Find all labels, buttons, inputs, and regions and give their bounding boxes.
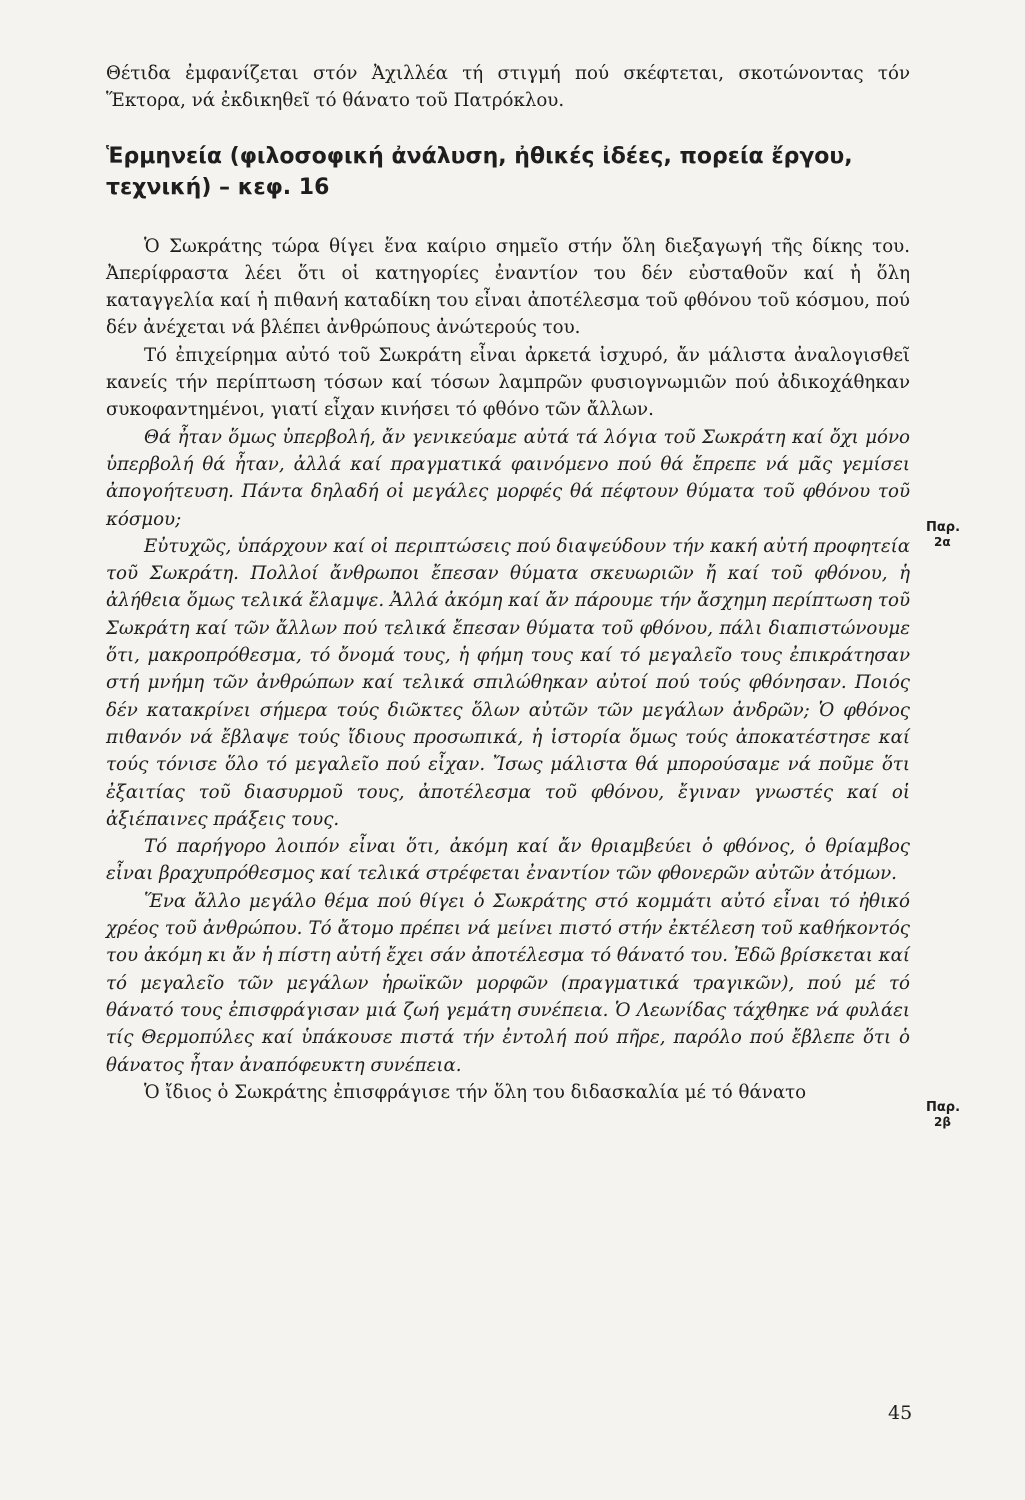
paragraph-1: Ὁ Σωκράτης τώρα θίγει ἕνα καίριο σημεῖο στήν ὅλη διεξαγωγή τῆς δίκης του. Ἀπερίφραστα λέει ὅτι οἱ κατηγορίες ἐναντίον του δέν εὐσταθοῦν καί ἡ ὅλη καταγγελία καί ἡ πιθανή καταδίκη του εἶναι ἀποτέλεσμα τοῦ φθόνου τοῦ κόσμου, πού δέν ἀνέχεται νά βλέπει ἀνθρώπους ἀνώτερούς του. bbox=[106, 235, 910, 339]
margin-note-2b bbox=[926, 1100, 986, 1130]
paragraph-7: Ὁ ἴδιος ὁ Σωκράτης ἐπισφράγισε τήν ὅλη του διδασκαλία μέ τό θάνατο bbox=[144, 1081, 807, 1103]
body-text bbox=[106, 60, 910, 1106]
margin-note-number: 2β bbox=[934, 1115, 951, 1129]
page-number: 45 bbox=[888, 1402, 913, 1424]
paragraph-3: Θά ἦταν ὅμως ὑπερβολή, ἄν γενικεύαμε αὐτά τά λόγια τοῦ Σωκράτη καί ὄχι μόνο ὑπερβολή θά ἦταν, ἀλλά καί πραγματικά φαινόμενο πού θά ἔπρεπε νά μᾶς γεμίσει ἀπογοήτευση. Πάντα δηλαδή οἱ μεγάλες μορφές θά πέφτουν θύματα τοῦ φθόνου τοῦ κόσμου; bbox=[106, 426, 910, 530]
paragraph-2: Τό ἐπιχείρημα αὐτό τοῦ Σωκράτη εἶναι ἀρκετά ἰσχυρό, ἄν μάλιστα ἀναλογισθεῖ κανείς τήν περίπτωση τόσων καί τόσων λαμπρῶν φυσιογνωμιῶν πού ἀδικοχάθηκαν συκοφαντημένοι, γιατί εἶχαν κινήσει τό φθόνο τῶν ἄλλων. bbox=[106, 344, 910, 421]
section-heading: Ἑρμηνεία (φιλοσοφική ἀνάλυση, ἠθικές ἰδέες, πορεία ἔργου, τεχνική) – κεφ. 16 bbox=[106, 143, 853, 200]
margin-note-label: Παρ. bbox=[926, 520, 961, 535]
paragraph-4: Εὐτυχῶς, ὑπάρχουν καί οἱ περιπτώσεις πού διαψεύδουν τήν κακή αὐτή προφητεία τοῦ Σωκράτη. Πολλοί ἄνθρωποι ἔπεσαν θύματα σκευωριῶν ἤ καί τοῦ φθόνου, ἡ ἀλήθεια ὅμως τελικά ἔλαμψε. Ἀλλά ἀκόμη καί ἄν πάρουμε τήν ἄσχημη περίπτωση τοῦ Σωκράτη καί τῶν ἄλλων πού τελικά ἔπεσαν θύματα τοῦ φθόνου, πάλι διαπιστώνουμε ὅτι, μακροπρόθεσμα, τό ὄνομά τους, ἡ φήμη τους καί τό μεγαλεῖο τους ἐπικράτησαν στή μνήμη τῶν ἀνθρώπων καί τελικά σπιλώθηκαν αὐτοί πού τούς φθόνησαν. Ποιός δέν κατακρίνει σήμερα τούς διῶκτες ὅλων αὐτῶν τῶν μεγάλων ἀνδρῶν; Ὁ φθόνος πιθανόν νά ἔβλαψε τούς ἴδιους προσωπικά, ἡ ἱστορία ὅμως τούς ἀποκατέστησε καί τούς τόνισε ὅλο τό μεγαλεῖο πού εἶχαν. Ἴσως μάλιστα θά μπορούσαμε νά ποῦμε ὅτι ἐξαιτίας τοῦ διασυρμοῦ τους, ἀποτέλεσμα τοῦ φθόνου, ἔγιναν γνωστές καί οἱ ἀξιέπαινες πράξεις τους. bbox=[106, 535, 910, 830]
margin-note-label: Παρ. bbox=[926, 1100, 961, 1115]
intro-paragraph: Θέτιδα ἐμφανίζεται στόν Ἀχιλλέα τή στιγμή πού σκέφτεται, σκοτώνοντας τόν Ἕκτορα, νά ἐκδικηθεῖ τό θάνατο τοῦ Πατρόκλου. bbox=[106, 63, 910, 112]
paragraph-5: Τό παρήγορο λοιπόν εἶναι ὅτι, ἀκόμη καί ἄν θριαμβεύει ὁ φθόνος, ὁ θρίαμβος εἶναι βραχυπρόθεσμος καί τελικά στρέφεται ἐναντίον τῶν φθονερῶν αὐτῶν ἀτόμων. bbox=[106, 836, 910, 885]
margin-note-2a bbox=[926, 520, 986, 550]
paragraph-6: Ἕνα ἄλλο μεγάλο θέμα πού θίγει ὁ Σωκράτης στό κομμάτι αὐτό εἶναι τό ἠθικό χρέος τοῦ ἀνθρώπου. Τό ἄτομο πρέπει νά μείνει πιστό στήν ἐκτέλεση τοῦ καθήκοντός του ἀκόμη κι ἄν ἡ πίστη αὐτή ἔχει σάν ἀποτέλεσμα τό θάνατό του. Ἐδῶ βρίσκεται καί τό μεγαλεῖο τῶν μεγάλων ἡρωϊκῶν μορφῶν (πραγματικά τραγικῶν), πού μέ τό θάνατό τους ἐπισφράγισαν μιά ζωή γεμάτη συνέπεια. Ὁ Λεωνίδας τάχθηκε νά φυλάει τίς Θερμοπύλες καί ὑπάκουσε πιστά τήν ἐντολή πού πῆρε, παρόλο πού ἔβλεπε ὅτι ὁ θάνατος ἦταν ἀναπόφευκτη συνέπεια. bbox=[106, 890, 910, 1076]
margin-note-number: 2α bbox=[934, 535, 951, 549]
